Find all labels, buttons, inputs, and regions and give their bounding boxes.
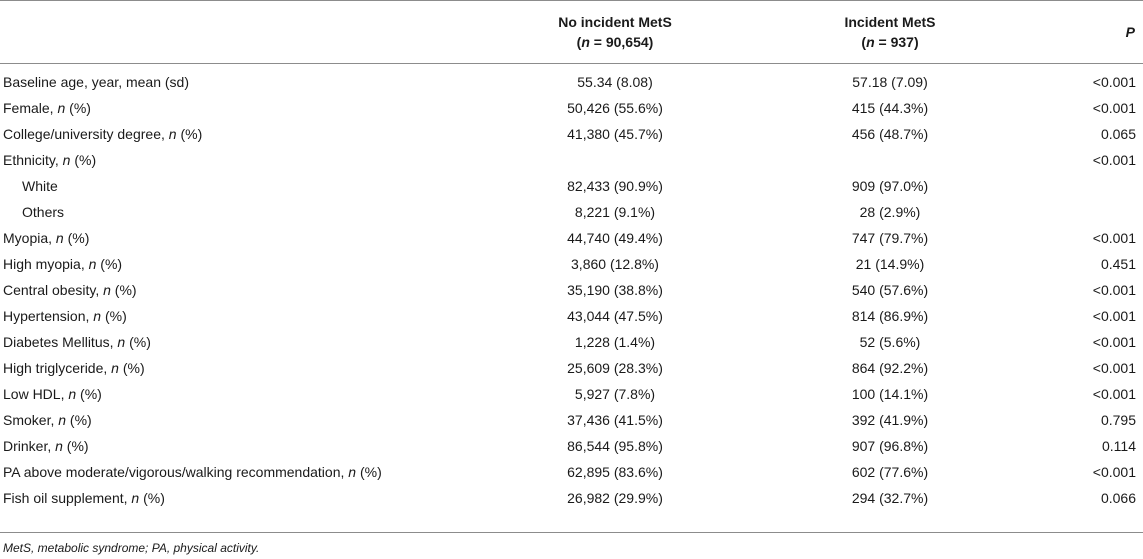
row-label-suffix: (%) xyxy=(70,152,97,168)
table-row xyxy=(0,329,1143,355)
row-label xyxy=(0,329,500,355)
row-label xyxy=(0,355,500,381)
incident-value: 907 (96.8%) xyxy=(851,438,929,454)
table-row xyxy=(0,199,1143,225)
table-row xyxy=(0,147,1143,173)
row-label-italic: n xyxy=(131,490,140,506)
no-incident-value: 41,380 (45.7%) xyxy=(567,126,663,142)
bottom-rule xyxy=(0,532,1143,533)
row-label-text: Baseline age, year, mean (sd) xyxy=(3,74,189,90)
row-label xyxy=(0,485,500,511)
row-label xyxy=(0,173,500,199)
no-incident-value: 55.34 (8.08) xyxy=(577,74,653,90)
row-label-italic: n xyxy=(117,334,126,350)
row-label xyxy=(0,277,500,303)
row-label-suffix: (%) xyxy=(96,256,123,272)
row-label xyxy=(0,459,500,485)
table-row xyxy=(0,303,1143,329)
no-incident-value xyxy=(500,147,730,173)
row-label-suffix: (%) xyxy=(139,490,165,506)
table-row xyxy=(0,459,1143,485)
header-p-value xyxy=(1050,0,1143,63)
header-incident-n-prefix: ( xyxy=(861,33,867,50)
incident-value: 415 (44.3%) xyxy=(851,100,929,116)
header-no-incident-n-italic: n xyxy=(581,33,590,50)
row-label-italic: n xyxy=(93,308,102,324)
row-label-text: High triglyceride, xyxy=(3,360,112,376)
table-row xyxy=(0,381,1143,407)
table-row xyxy=(0,485,1143,511)
row-label-suffix: (%) xyxy=(101,308,127,324)
no-incident-value: 43,044 (47.5%) xyxy=(567,308,663,324)
p-value: <0.001 xyxy=(1092,334,1136,350)
p-value: <0.001 xyxy=(1092,100,1136,116)
row-label-text: PA above moderate/vigorous/walking recommendation, xyxy=(3,464,349,480)
no-incident-value: 25,609 (28.3%) xyxy=(567,360,663,376)
p-value: <0.001 xyxy=(1092,152,1136,168)
table-footnote: MetS, metabolic syndrome; PA, physical activity. xyxy=(3,541,260,555)
no-incident-value: 37,436 (41.5%) xyxy=(567,412,663,428)
p-value: <0.001 xyxy=(1092,74,1136,90)
row-label xyxy=(0,251,500,277)
no-incident-value: 86,544 (95.8%) xyxy=(567,438,663,454)
table-body xyxy=(0,63,1143,511)
p-value xyxy=(1050,173,1143,199)
row-label-suffix: (%) xyxy=(62,438,89,454)
incident-value: 21 (14.9%) xyxy=(855,256,925,272)
row-label-suffix: (%) xyxy=(125,334,151,350)
incident-value: 602 (77.6%) xyxy=(851,464,929,480)
no-incident-value: 5,927 (7.8%) xyxy=(574,386,656,402)
p-value: 0.795 xyxy=(1100,412,1136,428)
row-label-text: Fish oil supplement, xyxy=(3,490,132,506)
row-label-text: Low HDL, xyxy=(3,386,69,402)
no-incident-value: 3,860 (12.8%) xyxy=(571,256,659,272)
table-row xyxy=(0,251,1143,277)
row-label-suffix: (%) xyxy=(356,464,382,480)
row-label-italic: n xyxy=(68,386,77,402)
incident-value: 909 (97.0%) xyxy=(851,178,929,194)
p-value: <0.001 xyxy=(1092,386,1136,402)
row-label xyxy=(0,381,500,407)
row-label xyxy=(0,95,500,121)
row-label xyxy=(0,121,500,147)
row-label-suffix: (%) xyxy=(65,100,91,116)
table-row xyxy=(0,173,1143,199)
row-label-text: Others xyxy=(22,204,65,220)
row-label-suffix: (%) xyxy=(66,412,92,428)
row-label xyxy=(0,303,500,329)
row-label-italic: n xyxy=(111,360,119,376)
header-incident xyxy=(730,0,1050,63)
header-label-column xyxy=(0,0,500,63)
incident-value: 456 (48.7%) xyxy=(851,126,929,142)
p-value: 0.114 xyxy=(1102,438,1136,454)
row-label-suffix: (%) xyxy=(63,230,90,246)
no-incident-value: 62,895 (83.6%) xyxy=(567,464,663,480)
row-label-text: Ethnicity, xyxy=(3,152,63,168)
header-p-italic: P xyxy=(1125,23,1135,40)
row-label xyxy=(0,225,500,251)
p-value: 0.066 xyxy=(1100,490,1136,506)
table-row xyxy=(0,355,1143,381)
p-value: 0.065 xyxy=(1100,126,1136,142)
table-row xyxy=(0,95,1143,121)
no-incident-value: 26,982 (29.9%) xyxy=(567,490,663,506)
table-row xyxy=(0,121,1143,147)
incident-value: 28 (2.9%) xyxy=(859,204,921,220)
row-label-italic: n xyxy=(103,282,111,298)
row-label-italic: n xyxy=(62,152,71,168)
table-row xyxy=(0,277,1143,303)
row-label-text: College/university degree, xyxy=(3,126,169,142)
incident-value: 864 (92.2%) xyxy=(851,360,929,376)
row-label-suffix: (%) xyxy=(76,386,102,402)
row-label-text: Central obesity, xyxy=(3,282,104,298)
row-label xyxy=(0,199,500,225)
row-label-text: Hypertension, xyxy=(3,308,94,324)
row-label-text: Diabetes Mellitus, xyxy=(3,334,118,350)
no-incident-value: 50,426 (55.6%) xyxy=(567,100,663,116)
header-incident-n-italic: n xyxy=(866,33,875,50)
incident-value: 747 (79.7%) xyxy=(851,230,929,246)
row-label-text: White xyxy=(22,178,58,194)
row-label-suffix: (%) xyxy=(176,126,203,142)
table-row xyxy=(0,407,1143,433)
no-incident-value: 8,221 (9.1%) xyxy=(574,204,656,220)
incident-value: 52 (5.6%) xyxy=(859,334,921,350)
header-incident-title: Incident MetS xyxy=(844,13,936,30)
header-no-incident xyxy=(500,0,730,63)
row-label-italic: n xyxy=(57,100,66,116)
row-label xyxy=(0,407,500,433)
no-incident-value: 35,190 (38.8%) xyxy=(567,282,663,298)
row-label-italic: n xyxy=(168,126,177,142)
incident-value: 392 (41.9%) xyxy=(851,412,929,428)
no-incident-value: 1,228 (1.4%) xyxy=(574,334,656,350)
header-no-incident-title: No incident MetS xyxy=(558,13,672,30)
p-value xyxy=(1050,199,1143,225)
row-label xyxy=(0,147,500,173)
incident-value: 540 (57.6%) xyxy=(851,282,929,298)
p-value: <0.001 xyxy=(1092,230,1136,246)
incident-value: 100 (14.1%) xyxy=(851,386,929,402)
no-incident-value: 82,433 (90.9%) xyxy=(567,178,663,194)
row-label-text: High myopia, xyxy=(3,256,89,272)
header-no-incident-n-prefix: ( xyxy=(576,33,582,50)
p-value: <0.001 xyxy=(1092,464,1136,480)
incident-value: 57.18 (7.09) xyxy=(852,74,928,90)
row-label-italic: n xyxy=(55,438,63,454)
incident-value: 294 (32.7%) xyxy=(851,490,929,506)
header-no-incident-n-suffix: = 90,654) xyxy=(589,33,654,50)
row-label-text: Drinker, xyxy=(3,438,56,454)
table-row xyxy=(0,225,1143,251)
row-label-text: Smoker, xyxy=(3,412,59,428)
p-value: <0.001 xyxy=(1092,282,1136,298)
table-row xyxy=(0,63,1143,95)
no-incident-value: 44,740 (49.4%) xyxy=(567,230,663,246)
p-value: <0.001 xyxy=(1092,308,1136,324)
row-label-italic: n xyxy=(58,412,67,428)
row-label xyxy=(0,433,500,459)
row-label-suffix: (%) xyxy=(118,360,145,376)
table-row xyxy=(0,433,1143,459)
row-label-italic: n xyxy=(348,464,357,480)
row-label xyxy=(0,63,500,95)
row-label-suffix: (%) xyxy=(110,282,137,298)
incident-value: 814 (86.9%) xyxy=(851,308,929,324)
incident-value xyxy=(730,147,1050,173)
p-value: <0.001 xyxy=(1092,360,1136,376)
row-label-italic: n xyxy=(55,230,64,246)
row-label-text: Female, xyxy=(3,100,58,116)
header-incident-n-suffix: = 937) xyxy=(874,33,919,50)
row-label-italic: n xyxy=(88,256,97,272)
table-header xyxy=(0,0,1143,63)
p-value: 0.451 xyxy=(1100,256,1136,272)
row-label-text: Myopia, xyxy=(3,230,56,246)
